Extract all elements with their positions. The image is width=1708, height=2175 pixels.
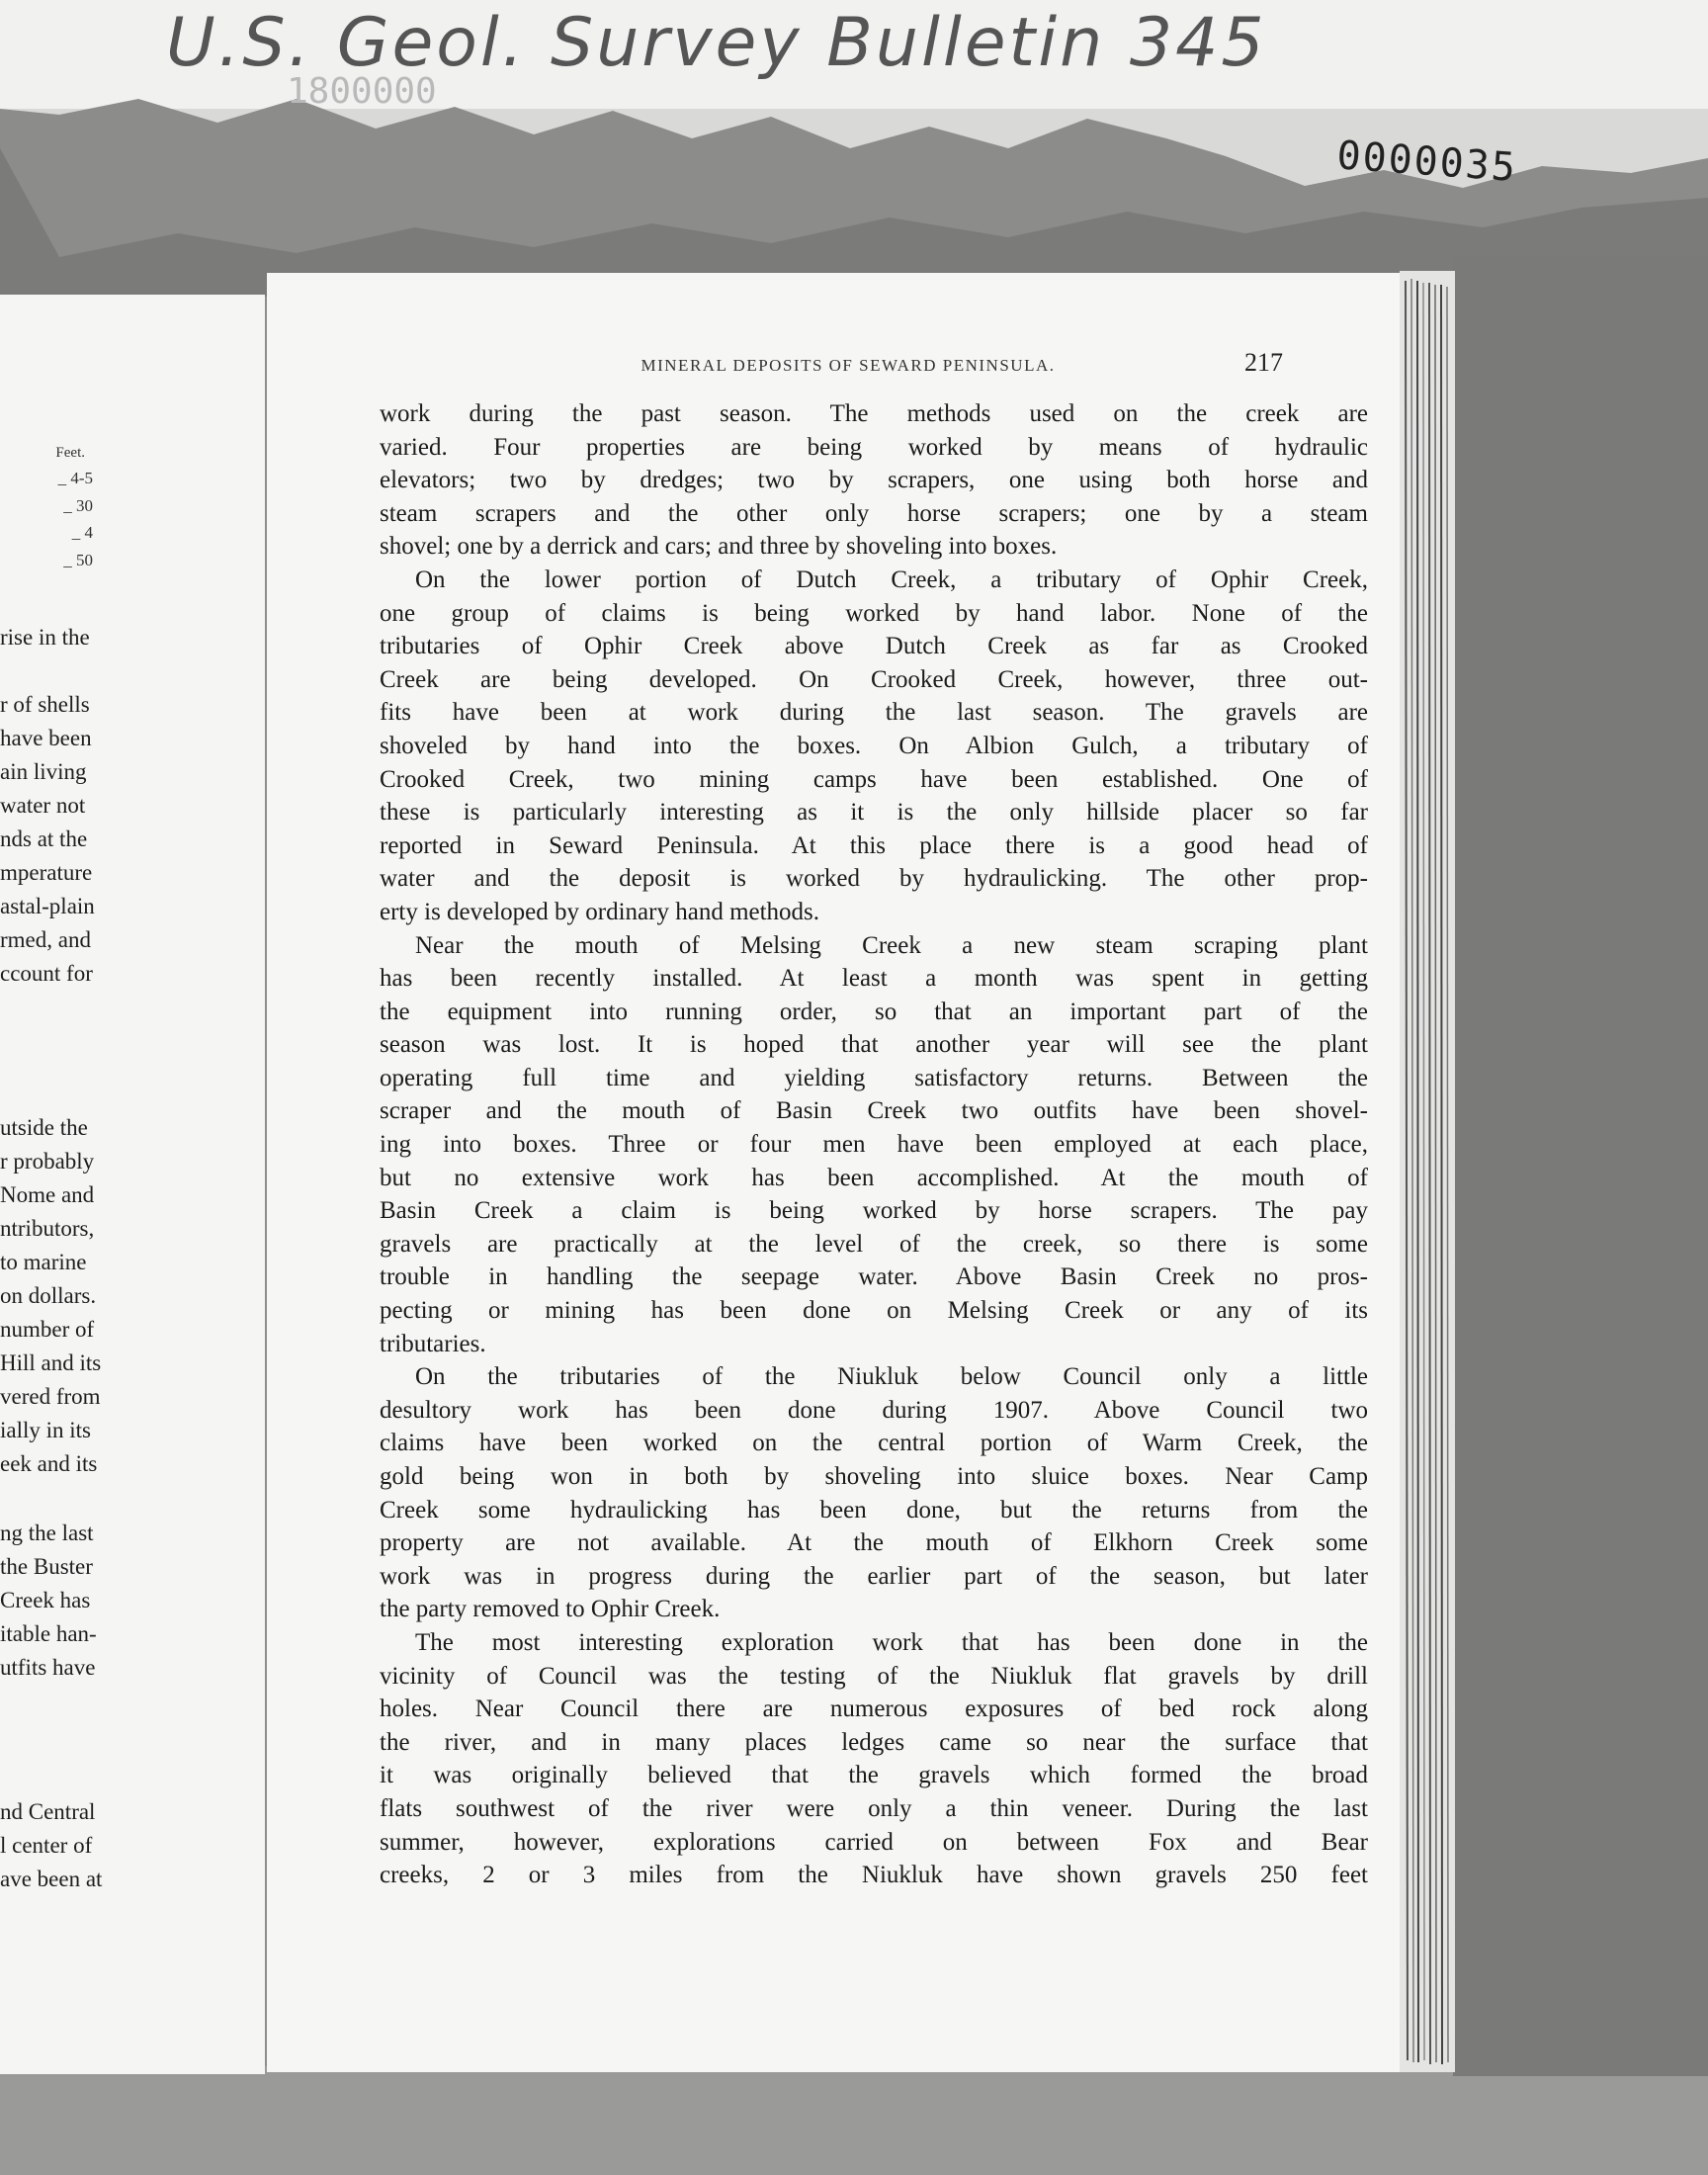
text-line: flats southwest of the river were only a thin veneer. During the last	[380, 1794, 1368, 1822]
text-line: tributaries.	[380, 1330, 486, 1357]
running-head: MINERAL DEPOSITS OF SEWARD PENINSULA.	[640, 356, 1056, 375]
left-text-block-d	[0, 1517, 148, 1685]
text-line: erty is developed by ordinary hand methods.	[380, 898, 820, 925]
text-line: Creek are being developed. On Crooked Creek, however, three out-	[380, 665, 1368, 693]
handwritten-title: U.S. Geol. Survey Bulletin 345	[166, 4, 1267, 82]
text-line: On the lower portion of Dutch Creek, a tributary of Ophir Creek,	[415, 566, 1368, 593]
text-line: The most interesting exploration work that has been done in the	[415, 1628, 1368, 1656]
left-text-line: l center of	[0, 1833, 93, 1858]
bottom-shadow	[0, 2066, 1708, 2175]
text-line: but no extensive work has been accomplished. At the mouth of	[380, 1164, 1368, 1191]
text-line: gold being won in both by shoveling into sluice boxes. Near Camp	[380, 1463, 1368, 1490]
text-line: desultory work has been done during 1907. Above Council two	[380, 1396, 1368, 1424]
feet-value: _ 50	[63, 550, 93, 569]
left-text-line: Creek has	[0, 1588, 91, 1612]
page-number-stamp: 0000035	[1335, 132, 1519, 192]
left-text-line: ave been at	[0, 1867, 103, 1891]
left-text-line: r probably	[0, 1149, 95, 1174]
text-line: holes. Near Council there are numerous exposures of bed rock along	[380, 1696, 1368, 1723]
left-text-line: mperature	[0, 860, 93, 885]
left-text-line: ntributors,	[0, 1216, 95, 1241]
right-shadow	[1453, 257, 1708, 2076]
feet-value: _ 30	[63, 495, 93, 515]
text-line: summer, however, explorations carried on between Fox and Bear	[380, 1828, 1368, 1856]
text-line: reported in Seward Peninsula. At this place there is a good head of	[380, 831, 1368, 859]
left-text-line: utfits have	[0, 1655, 96, 1680]
text-line: On the tributaries of the Niukluk below Council only a little	[415, 1363, 1368, 1391]
left-text-line: water not	[0, 793, 86, 818]
page-folio: 217	[1244, 348, 1283, 377]
text-line: scraper and the mouth of Basin Creek two outfits have been shovel-	[380, 1097, 1368, 1125]
text-line: shovel; one by a derrick and cars; and three by shoveling into boxes.	[380, 533, 1058, 561]
text-line: elevators; two by dredges; two by scrapers, one using both horse and	[380, 467, 1368, 494]
left-text-line: astal-plain	[0, 894, 95, 918]
text-line: claims have been worked on the central portion of Warm Creek, the	[380, 1430, 1368, 1457]
left-text-block-e	[0, 1795, 148, 1896]
text-line: Near the mouth of Melsing Creek a new steam scraping plant	[415, 931, 1368, 959]
text-line: steam scrapers and the other only horse scrapers; one by a steam	[380, 499, 1368, 527]
feet-label: Feet.	[55, 445, 85, 461]
feet-value: _ 4	[71, 523, 93, 542]
left-text-line: ially in its	[0, 1418, 91, 1442]
body-text	[380, 397, 1368, 2019]
text-line: water and the deposit is worked by hydraulicking. The other prop-	[380, 865, 1368, 893]
text-line: work was in progress during the earlier part of the season, but later	[380, 1562, 1368, 1590]
left-text-block-c	[0, 1111, 148, 1481]
text-line: shoveled by hand into the boxes. On Albion Gulch, a tributary of	[380, 732, 1368, 759]
left-text-line: vered from	[0, 1384, 101, 1409]
text-line: it was originally believed that the gravels which formed the broad	[380, 1762, 1368, 1789]
left-text-line: itable han-	[0, 1621, 97, 1646]
left-text-line: rmed, and	[0, 927, 91, 952]
text-line: ing into boxes. Three or four men have been employed at each place,	[380, 1131, 1368, 1159]
left-text-block-a	[0, 621, 148, 654]
left-text-line: Nome and	[0, 1182, 95, 1207]
left-text-line: eek and its	[0, 1451, 98, 1476]
text-line: operating full time and yielding satisfactory returns. Between the	[380, 1064, 1368, 1091]
text-line: the party removed to Ophir Creek.	[380, 1596, 721, 1623]
left-text-line: nd Central	[0, 1799, 96, 1824]
text-line: creeks, 2 or 3 miles from the Niukluk have shown gravels 250 feet	[380, 1862, 1368, 1889]
text-line: tributaries of Ophir Creek above Dutch Creek as far as Crooked	[380, 633, 1368, 660]
text-line: one group of claims is being worked by hand labor. None of the	[380, 599, 1368, 627]
text-line: these is particularly interesting as it is the only hillside placer so far	[380, 799, 1368, 826]
text-line: Crooked Creek, two mining camps have been established. One of	[380, 765, 1368, 793]
text-line: work during the past season. The methods used on the creek are	[380, 400, 1368, 427]
text-line: Creek some hydraulicking has been done, but the returns from the	[380, 1496, 1368, 1523]
left-text-line: utside the	[0, 1115, 88, 1140]
left-text-line: ccount for	[0, 961, 93, 986]
text-line: has been recently installed. At least a month was spent in getting	[380, 965, 1368, 993]
left-text-line: nds at the	[0, 826, 88, 851]
left-text-line: the Buster	[0, 1554, 93, 1579]
text-line: the equipment into running order, so that an important part of the	[380, 998, 1368, 1025]
left-text-line: number of	[0, 1317, 95, 1342]
text-line: trouble in handling the seepage water. Above Basin Creek no pros-	[380, 1263, 1368, 1291]
text-line: varied. Four properties are being worked by means of hydraulic	[380, 433, 1368, 461]
feet-value: _ 4-5	[57, 469, 93, 487]
left-text-line: ain living	[0, 759, 87, 784]
left-text-line: ng the last	[0, 1521, 94, 1545]
text-line: fits have been at work during the last season. The gravels are	[380, 699, 1368, 727]
text-line: vicinity of Council was the testing of the Niukluk flat gravels by drill	[380, 1662, 1368, 1690]
text-line: pecting or mining has been done on Melsing Creek or any of its	[380, 1297, 1368, 1325]
text-line: season was lost. It is hoped that another year will see the plant	[380, 1031, 1368, 1059]
left-text-line: have been	[0, 726, 92, 750]
left-text-line: rise in the	[0, 625, 90, 650]
text-line: the river, and in many places ledges came so near the surface that	[380, 1728, 1368, 1756]
left-text-line: Hill and its	[0, 1350, 102, 1375]
text-line: property are not available. At the mouth of Elkhorn Creek some	[380, 1529, 1368, 1557]
right-page	[267, 273, 1453, 2072]
left-text-line: on dollars.	[0, 1283, 97, 1308]
left-text-line: r of shells	[0, 692, 90, 717]
text-line: Basin Creek a claim is being worked by horse scrapers. The pay	[380, 1197, 1368, 1225]
feet-column	[0, 441, 93, 569]
faint-stamp: 1800000	[287, 71, 437, 111]
left-text-line: to marine	[0, 1250, 87, 1274]
left-page	[0, 295, 265, 2074]
book-page-edges	[1400, 271, 1455, 2072]
text-line: gravels are practically at the level of the creek, so there is some	[380, 1230, 1368, 1258]
left-text-block-b	[0, 688, 148, 991]
